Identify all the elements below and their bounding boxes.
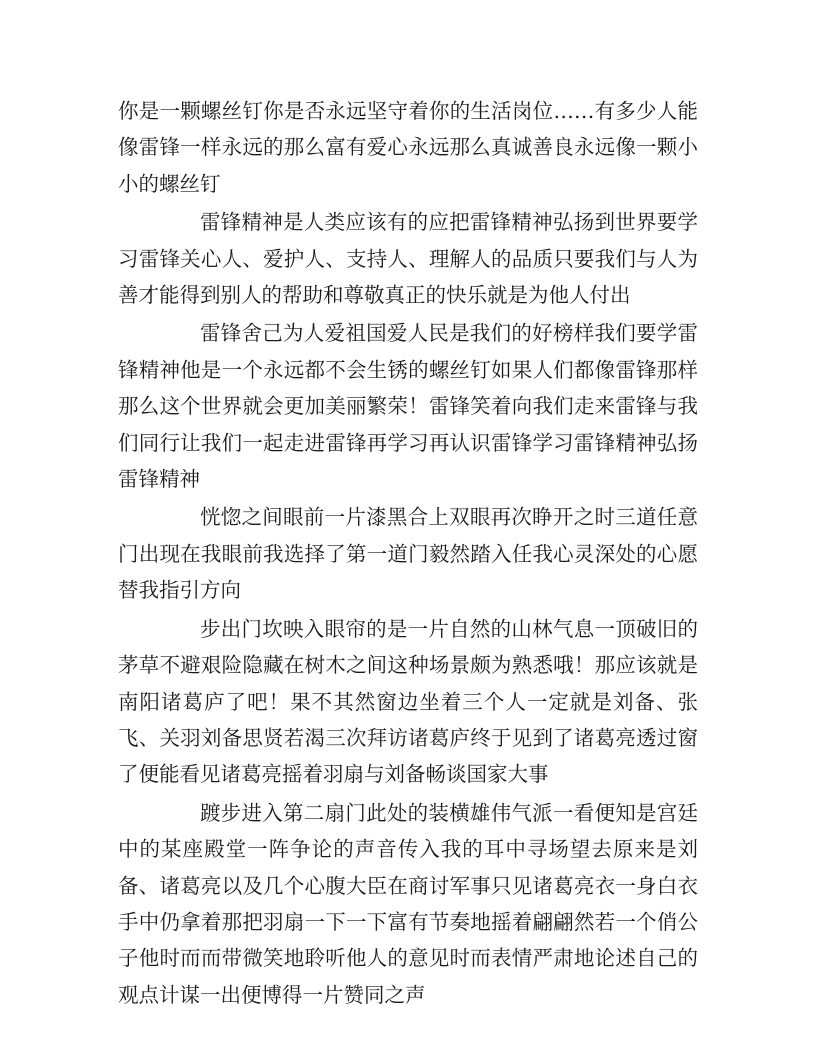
paragraph-6: 踱步进入第二扇门此处的装横雄伟气派一看便知是宫廷中的某座殿堂一阵争论的声音传入我的耳中寻场望去原来是刘备、诸葛亮以及几个心腹大臣在商讨军事只见诸葛亮衣一身白衣手中仍拿着那把羽扇一下一下富有节奏地摇着翩翩然若一个俏公子他时而而带微笑地聆听他人的意见时而表情严肃地论述自己的观点计谋一出便博得一片赞同之声: [118, 800, 698, 1007]
document-body: [118, 93, 698, 1015]
paragraph-2: 雷锋精神是人类应该有的应把雷锋精神弘扬到世界要学习雷锋关心人、爱护人、支持人、理解人的品质只要我们与人为善才能得到别人的帮助和尊敬真正的快乐就是为他人付出: [118, 210, 698, 308]
paragraph-4: 恍惚之间眼前一片漆黑合上双眼再次睁开之时三道任意门出现在我眼前我选择了第一道门毅然踏入任我心灵深处的心愿替我指引方向: [118, 505, 698, 603]
paragraph-3: 雷锋舍己为人爱祖国爱人民是我们的好榜样我们要学雷锋精神他是一个永远都不会生锈的螺丝钉如果人们都像雷锋那样那么这个世界就会更加美丽繁荣！雷锋笑着向我们走来雷锋与我们同行让我们一起走进雷锋再学习再认识雷锋学习雷锋精神弘扬雷锋精神: [118, 321, 698, 492]
paragraph-1: 你是一颗螺丝钉你是否永远坚守着你的生活岗位……有多少人能像雷锋一样永远的那么富有爱心永远那么真诚善良永远像一颗小小的螺丝钉: [118, 99, 698, 196]
paragraph-5: 步出门坎映入眼帘的是一片自然的山林气息一顶破旧的茅草不避艰险隐藏在树木之间这种场景颇为熟悉哦！那应该就是南阳诸葛庐了吧！果不其然窗边坐着三个人一定就是刘备、张飞、关羽刘备思贤若渴三次拜访诸葛庐终于见到了诸葛亮透过窗了便能看见诸葛亮摇着羽扇与刘备畅谈国家大事: [118, 616, 698, 787]
